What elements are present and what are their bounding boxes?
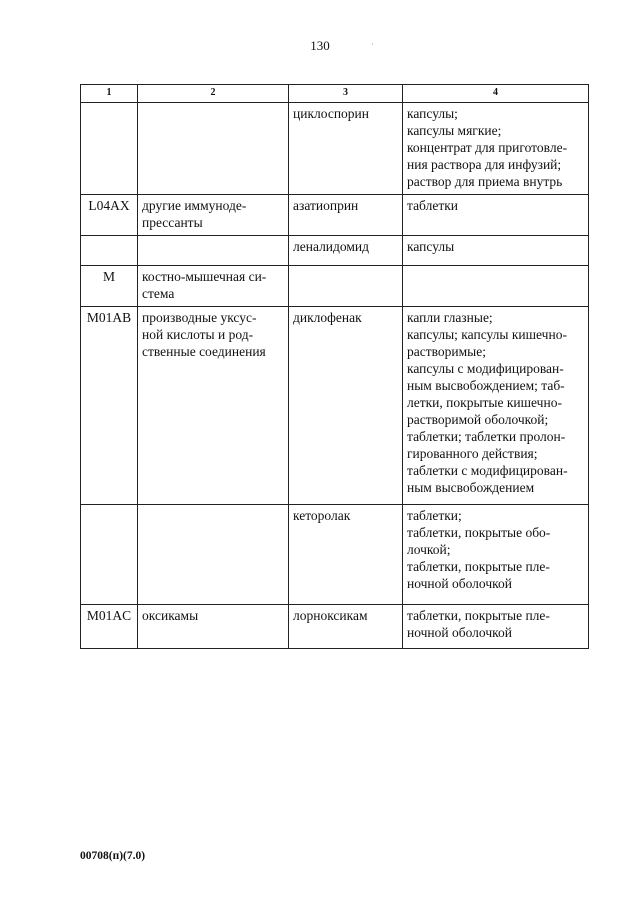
- dosage-forms-line: капсулы мягкие;: [407, 123, 502, 138]
- dosage-forms-line: капсулы с модифицирован-: [407, 361, 564, 376]
- table-body: [81, 103, 589, 649]
- drug-name-cell: [289, 307, 403, 505]
- dosage-forms-line: таблетки;: [407, 508, 462, 523]
- group-name-line: оксикамы: [142, 608, 199, 623]
- dosage-forms-cell: [403, 605, 589, 649]
- dosage-forms-line: гированного действия;: [407, 446, 538, 461]
- page-number: 130: [310, 38, 330, 53]
- drug-name-line: диклофенак: [293, 310, 362, 325]
- drug-name-cell: [289, 195, 403, 236]
- group-name-line: ной кислоты и род-: [142, 327, 254, 342]
- dosage-forms-cell: [403, 307, 589, 505]
- atc-code-cell: [81, 505, 138, 605]
- column-number-2: 2: [138, 85, 289, 103]
- drug-name-cell: [289, 605, 403, 649]
- group-name-cell: [138, 605, 289, 649]
- dosage-forms-cell: [403, 195, 589, 236]
- dosage-forms-line: ночной оболочкой: [407, 576, 512, 591]
- drug-name-cell: [289, 505, 403, 605]
- table-row: [81, 103, 589, 195]
- atc-code-cell: [81, 103, 138, 195]
- drug-table: [80, 84, 589, 649]
- drug-name-line: циклоспорин: [293, 106, 369, 121]
- column-number-3: 3: [289, 85, 403, 103]
- group-name-cell: [138, 266, 289, 307]
- group-name-line: костно-мышечная си-: [142, 269, 267, 284]
- dosage-forms-line: таблетки, покрытые пле-: [407, 608, 550, 623]
- atc-code-cell: L04AX: [81, 195, 138, 236]
- dosage-forms-line: летки, покрытые кишечно-: [407, 395, 562, 410]
- dosage-forms-line: лочкой;: [407, 542, 451, 557]
- dosage-forms-line: ночной оболочкой: [407, 625, 512, 640]
- dosage-forms-line: капсулы: [407, 239, 455, 254]
- group-name-cell: [138, 505, 289, 605]
- scan-speck: ·: [371, 40, 374, 49]
- drug-name-cell: [289, 266, 403, 307]
- table-row: [81, 605, 589, 649]
- group-name-line: другие иммуноде-: [142, 198, 247, 213]
- dosage-forms-line: растворимые;: [407, 344, 486, 359]
- drug-name-cell: [289, 103, 403, 195]
- dosage-forms-line: таблетки, покрытые пле-: [407, 559, 550, 574]
- dosage-forms-line: растворимой оболочкой;: [407, 412, 549, 427]
- atc-code-cell: M01AB: [81, 307, 138, 505]
- dosage-forms-line: ния раствора для инфузий;: [407, 157, 562, 172]
- atc-code-cell: [81, 236, 138, 266]
- atc-code-cell: M: [81, 266, 138, 307]
- dosage-forms-line: таблетки, покрытые обо-: [407, 525, 551, 540]
- table-row: [81, 307, 589, 505]
- dosage-forms-line: ным высвобождением: [407, 480, 535, 495]
- dosage-forms-line: концентрат для приготовле-: [407, 140, 568, 155]
- dosage-forms-cell: [403, 103, 589, 195]
- group-name-cell: [138, 195, 289, 236]
- group-name-cell: [138, 236, 289, 266]
- dosage-forms-cell: [403, 505, 589, 605]
- dosage-forms-line: капсулы; капсулы кишечно-: [407, 327, 567, 342]
- dosage-forms-line: капли глазные;: [407, 310, 493, 325]
- dosage-forms-line: капсулы;: [407, 106, 458, 121]
- atc-code-cell: M01AC: [81, 605, 138, 649]
- drug-name-cell: [289, 236, 403, 266]
- drug-name-line: азатиоприн: [293, 198, 359, 213]
- drug-name-line: леналидомид: [293, 239, 370, 254]
- dosage-forms-cell: [403, 266, 589, 307]
- group-name-line: ственные соединения: [142, 344, 266, 359]
- dosage-forms-line: ным высвобождением; таб-: [407, 378, 565, 393]
- table-row: [81, 195, 589, 236]
- group-name-line: стема: [142, 286, 175, 301]
- document-code: 00708(п)(7.0): [80, 850, 146, 862]
- column-number-4: 4: [403, 85, 589, 103]
- dosage-forms-line: раствор для приема внутрь: [407, 174, 563, 189]
- table-header-row: [81, 85, 589, 103]
- dosage-forms-line: таблетки с модифицирован-: [407, 463, 568, 478]
- group-name-line: производные уксус-: [142, 310, 257, 325]
- table-row: [81, 236, 589, 266]
- dosage-forms-line: таблетки: [407, 198, 459, 213]
- table-row: [81, 266, 589, 307]
- group-name-cell: [138, 103, 289, 195]
- group-name-cell: [138, 307, 289, 505]
- drug-name-line: лорноксикам: [293, 608, 368, 623]
- table-row: [81, 505, 589, 605]
- group-name-line: прессанты: [142, 215, 203, 230]
- column-number-1: 1: [81, 85, 138, 103]
- dosage-forms-cell: [403, 236, 589, 266]
- dosage-forms-line: таблетки; таблетки пролон-: [407, 429, 566, 444]
- drug-name-line: кеторолак: [293, 508, 351, 523]
